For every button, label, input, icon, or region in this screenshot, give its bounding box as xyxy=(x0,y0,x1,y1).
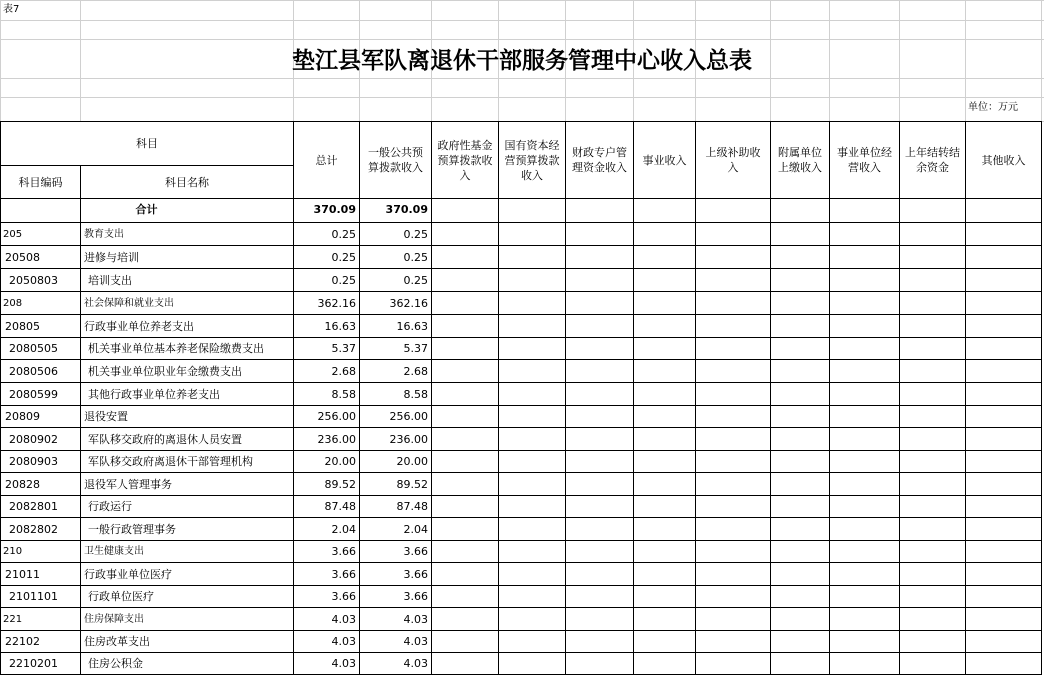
row-code: 2080903 xyxy=(9,455,58,468)
row-total: 5.37 xyxy=(331,342,356,355)
total-general-amount: 370.09 xyxy=(385,203,428,216)
header-superior-subsidy: 上级补助收 入 xyxy=(705,146,761,174)
table-border xyxy=(0,337,1042,338)
row-code: 2080505 xyxy=(9,342,58,355)
total-label: 合计 xyxy=(135,203,158,216)
row-code: 2082801 xyxy=(9,500,58,513)
row-code: 21011 xyxy=(5,568,40,581)
table-border xyxy=(695,121,696,674)
row-general: 87.48 xyxy=(396,500,428,513)
table-border xyxy=(0,382,1042,383)
row-total: 2.04 xyxy=(331,523,356,536)
row-total: 0.25 xyxy=(331,274,356,287)
row-general: 4.03 xyxy=(403,657,428,670)
table-border xyxy=(0,359,1042,360)
row-code: 2082802 xyxy=(9,523,58,536)
table-border xyxy=(1041,121,1042,674)
row-total: 3.66 xyxy=(331,545,356,558)
table-border xyxy=(0,427,1042,428)
row-general: 256.00 xyxy=(389,410,428,423)
row-name: 机关事业单位基本养老保险缴费支出 xyxy=(88,342,264,355)
header-business-income: 事业收入 xyxy=(642,153,687,167)
row-code: 208 xyxy=(3,298,23,309)
row-total: 236.00 xyxy=(317,433,356,446)
row-name: 机关事业单位职业年金缴费支出 xyxy=(88,365,242,378)
row-name: 进修与培训 xyxy=(84,251,139,264)
header-fiscal-special: 财政专户管 理资金收入 xyxy=(572,146,627,174)
table-border xyxy=(498,121,499,674)
table-border xyxy=(0,540,1042,541)
row-general: 3.66 xyxy=(403,568,428,581)
page-title: 垫江县军队离退休干部服务管理中心收入总表 xyxy=(292,46,752,74)
row-code: 2080506 xyxy=(9,365,58,378)
row-name: 一般行政管理事务 xyxy=(88,523,176,536)
table-border xyxy=(0,198,1042,199)
row-code: 221 xyxy=(3,614,23,625)
row-general: 0.25 xyxy=(403,228,428,241)
row-name: 培训支出 xyxy=(88,274,132,287)
header-name: 科目名称 xyxy=(165,175,209,189)
row-name: 军队移交政府离退休干部管理机构 xyxy=(88,455,253,468)
row-total: 8.58 xyxy=(331,388,356,401)
row-name: 军队移交政府的离退休人员安置 xyxy=(88,433,242,446)
header-carryover: 上年结转结 余资金 xyxy=(905,146,960,174)
row-general: 236.00 xyxy=(389,433,428,446)
row-name: 住房保障支出 xyxy=(84,614,144,625)
gridline xyxy=(0,20,1044,21)
row-name: 行政单位医疗 xyxy=(88,590,154,603)
row-code: 2080902 xyxy=(9,433,58,446)
table-border xyxy=(0,517,1042,518)
table-border xyxy=(0,472,1042,473)
row-name: 行政运行 xyxy=(88,500,132,513)
row-general: 4.03 xyxy=(403,635,428,648)
table-border xyxy=(565,121,566,674)
row-general: 89.52 xyxy=(396,478,428,491)
row-total: 87.48 xyxy=(324,500,356,513)
row-total: 2.68 xyxy=(331,365,356,378)
row-general: 0.25 xyxy=(403,274,428,287)
row-general: 8.58 xyxy=(403,388,428,401)
header-total: 总计 xyxy=(315,153,338,167)
table-border xyxy=(770,121,771,674)
row-total: 256.00 xyxy=(317,410,356,423)
row-name: 住房公积金 xyxy=(88,657,143,670)
row-name: 行政事业单位医疗 xyxy=(84,568,172,581)
row-general: 5.37 xyxy=(403,342,428,355)
row-total: 0.25 xyxy=(331,228,356,241)
row-code: 20508 xyxy=(5,251,40,264)
row-general: 0.25 xyxy=(403,251,428,264)
row-general: 362.16 xyxy=(389,297,428,310)
header-general-budget: 一般公共预 算拨款收入 xyxy=(368,146,423,174)
row-code: 20828 xyxy=(5,478,40,491)
row-code: 210 xyxy=(3,546,23,557)
header-code: 科目编码 xyxy=(18,175,63,189)
row-total: 4.03 xyxy=(331,657,356,670)
table-border xyxy=(0,495,1042,496)
table-border xyxy=(0,450,1042,451)
gridline xyxy=(0,0,1044,1)
row-code: 20809 xyxy=(5,410,40,423)
row-name: 其他行政事业单位养老支出 xyxy=(88,388,220,401)
row-name: 行政事业单位养老支出 xyxy=(84,320,194,333)
row-code: 2050803 xyxy=(9,274,58,287)
row-total: 0.25 xyxy=(331,251,356,264)
table-border xyxy=(0,291,1042,292)
row-total: 4.03 xyxy=(331,635,356,648)
row-total: 89.52 xyxy=(324,478,356,491)
row-total: 20.00 xyxy=(324,455,356,468)
table-border xyxy=(829,121,830,674)
table-border xyxy=(0,245,1042,246)
row-name: 社会保障和就业支出 xyxy=(84,298,174,309)
header-other: 其他收入 xyxy=(981,153,1026,167)
row-general: 3.66 xyxy=(403,545,428,558)
table-border xyxy=(80,165,81,674)
row-code: 22102 xyxy=(5,635,40,648)
table-border xyxy=(0,405,1042,406)
row-code: 2101101 xyxy=(9,590,58,603)
row-name: 退役安置 xyxy=(84,410,128,423)
header-state-capital: 国有资本经 营预算拨款 收入 xyxy=(504,138,560,182)
row-general: 2.68 xyxy=(403,365,428,378)
unit-label: 单位：万元 xyxy=(968,102,1018,113)
row-total: 3.66 xyxy=(331,568,356,581)
row-general: 3.66 xyxy=(403,590,428,603)
table-border xyxy=(0,268,1042,269)
row-total: 4.03 xyxy=(331,613,356,626)
row-total: 16.63 xyxy=(324,320,356,333)
row-code: 20805 xyxy=(5,320,40,333)
gridline xyxy=(0,97,1044,98)
header-affiliated: 附属单位 上缴收入 xyxy=(778,146,822,174)
row-name: 卫生健康支出 xyxy=(84,546,144,557)
table-border xyxy=(0,674,1042,675)
table-border xyxy=(0,222,1042,223)
row-general: 16.63 xyxy=(396,320,428,333)
row-total: 362.16 xyxy=(317,297,356,310)
table-border xyxy=(0,652,1042,653)
header-operating: 事业单位经 营收入 xyxy=(837,146,892,174)
gridline xyxy=(0,78,1044,79)
row-name: 退役军人管理事务 xyxy=(84,478,172,491)
table-border xyxy=(0,314,1042,315)
row-code: 205 xyxy=(3,229,23,240)
table-border xyxy=(633,121,634,674)
row-name: 住房改革支出 xyxy=(84,635,150,648)
row-general: 20.00 xyxy=(396,455,428,468)
table-border xyxy=(0,607,1042,608)
table-border xyxy=(0,585,1042,586)
table-border xyxy=(965,121,966,674)
header-subject: 科目 xyxy=(136,137,158,150)
table-border xyxy=(0,562,1042,563)
row-code: 2080599 xyxy=(9,388,58,401)
sheet-label: 表7 xyxy=(3,4,20,15)
header-gov-fund: 政府性基金 预算拨款收 入 xyxy=(437,138,493,182)
row-total: 3.66 xyxy=(331,590,356,603)
table-border xyxy=(899,121,900,674)
row-general: 4.03 xyxy=(403,613,428,626)
row-general: 2.04 xyxy=(403,523,428,536)
row-name: 教育支出 xyxy=(84,229,124,240)
row-code: 2210201 xyxy=(9,657,58,670)
total-amount: 370.09 xyxy=(313,203,356,216)
table-border xyxy=(0,630,1042,631)
table-border xyxy=(431,121,432,674)
